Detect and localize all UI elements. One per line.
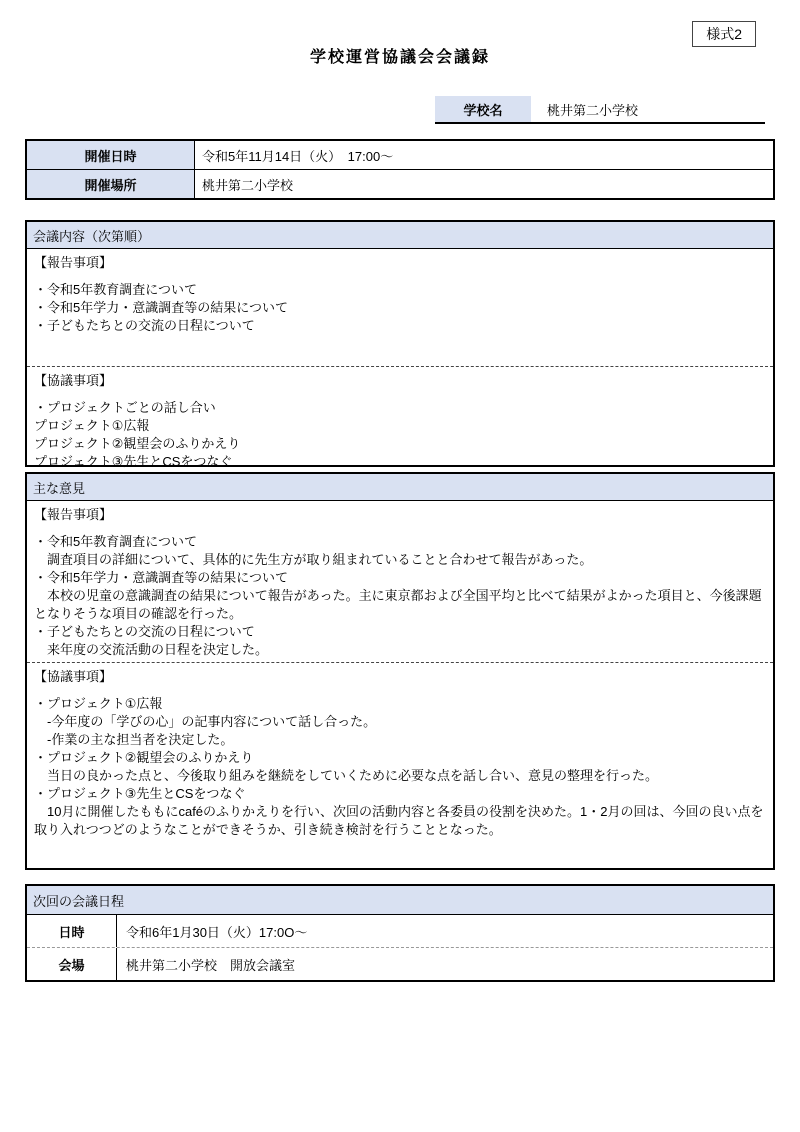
list-item: ・プロジェクト③先生とCSをつなぐ <box>34 786 246 801</box>
list-item: 10月に開催したももにcaféのふりかえりを行い、次回の活動内容と各委員の役割を決めた。1・2月の回は、今回の良い点を取り入れつつどのようなことができそうか、引き続き検討を行うこととなった。 <box>34 804 764 837</box>
next-meeting-section <box>25 884 775 982</box>
opinions-discussion-block <box>27 662 773 868</box>
list-item: ・子どもたちとの交流の日程について <box>34 318 255 333</box>
report-items-heading: 【報告事項】 <box>34 255 113 270</box>
agenda-section-header: 会議内容（次第順） <box>27 222 773 249</box>
list-item: -今年度の「学びの心」の記事内容について話し合った。 <box>34 714 377 729</box>
agenda-section <box>25 220 775 467</box>
list-item: 当日の良かった点と、今後取り組みを継続をしていくために必要な点を話し合い、意見の整理を行った。 <box>34 768 659 783</box>
list-item: ・令和5年教育調査について <box>34 282 197 297</box>
meeting-datetime-label: 開催日時 <box>27 141 195 169</box>
list-item: 来年度の交流活動の日程を決定した。 <box>34 642 269 657</box>
list-item: ・プロジェクト②観望会のふりかえり <box>34 750 254 765</box>
list-item: ・プロジェクトごとの話し合い <box>34 400 216 415</box>
meeting-datetime-value: 令和5年11月14日（火） 17:00～ <box>202 149 394 164</box>
list-item: プロジェクト②観望会のふりかえり <box>34 436 241 451</box>
report-items-heading: 【報告事項】 <box>34 507 113 522</box>
meeting-place-label: 開催場所 <box>27 170 195 198</box>
next-datetime-label: 日時 <box>27 915 117 947</box>
meeting-meta-table <box>25 139 775 200</box>
next-venue-label: 会場 <box>27 948 117 980</box>
table-row <box>27 947 773 980</box>
discussion-items-heading: 【協議事項】 <box>34 669 113 684</box>
agenda-report-block <box>27 249 773 366</box>
list-item: -作業の主な担当者を決定した。 <box>34 732 234 747</box>
list-item: ・令和5年教育調査について <box>34 534 197 549</box>
next-venue-value: 桃井第二小学校 開放会議室 <box>126 958 296 973</box>
discussion-items-heading: 【協議事項】 <box>34 373 113 388</box>
list-item: プロジェクト①広報 <box>34 418 150 433</box>
table-row <box>27 169 773 198</box>
school-name-label: 学校名 <box>435 96 531 122</box>
meeting-place-value: 桃井第二小学校 <box>202 178 294 193</box>
list-item: 調査項目の詳細について、具体的に先生方が取り組まれていることと合わせて報告があった。 <box>34 552 593 567</box>
school-name-row <box>435 96 765 124</box>
next-meeting-header: 次回の会議日程 <box>27 886 773 915</box>
next-datetime-value: 令和6年1月30日（火）17:0O～ <box>126 925 308 940</box>
page-title: 学校運営協議会会議録 <box>309 49 490 66</box>
form-number-badge: 様式2 <box>692 21 756 47</box>
list-item: 本校の児童の意識調査の結果について報告があった。主に東京都および全国平均と比べて結果がよかった項目と、今後課題となりそうな項目の確認を行った。 <box>34 588 762 621</box>
list-item: ・令和5年学力・意識調査等の結果について <box>34 300 288 315</box>
opinions-section <box>25 472 775 870</box>
table-row <box>27 141 773 169</box>
list-item: プロジェクト③先生とCSをつなぐ <box>34 454 233 469</box>
agenda-discussion-block <box>27 366 773 469</box>
opinions-section-header: 主な意見 <box>27 474 773 501</box>
school-name-value: 桃井第二小学校 <box>547 103 639 118</box>
list-item: ・プロジェクト①広報 <box>34 696 163 711</box>
opinions-report-block <box>27 501 773 662</box>
list-item: ・令和5年学力・意識調査等の結果について <box>34 570 288 585</box>
table-row <box>27 915 773 947</box>
list-item: ・子どもたちとの交流の日程について <box>34 624 255 639</box>
